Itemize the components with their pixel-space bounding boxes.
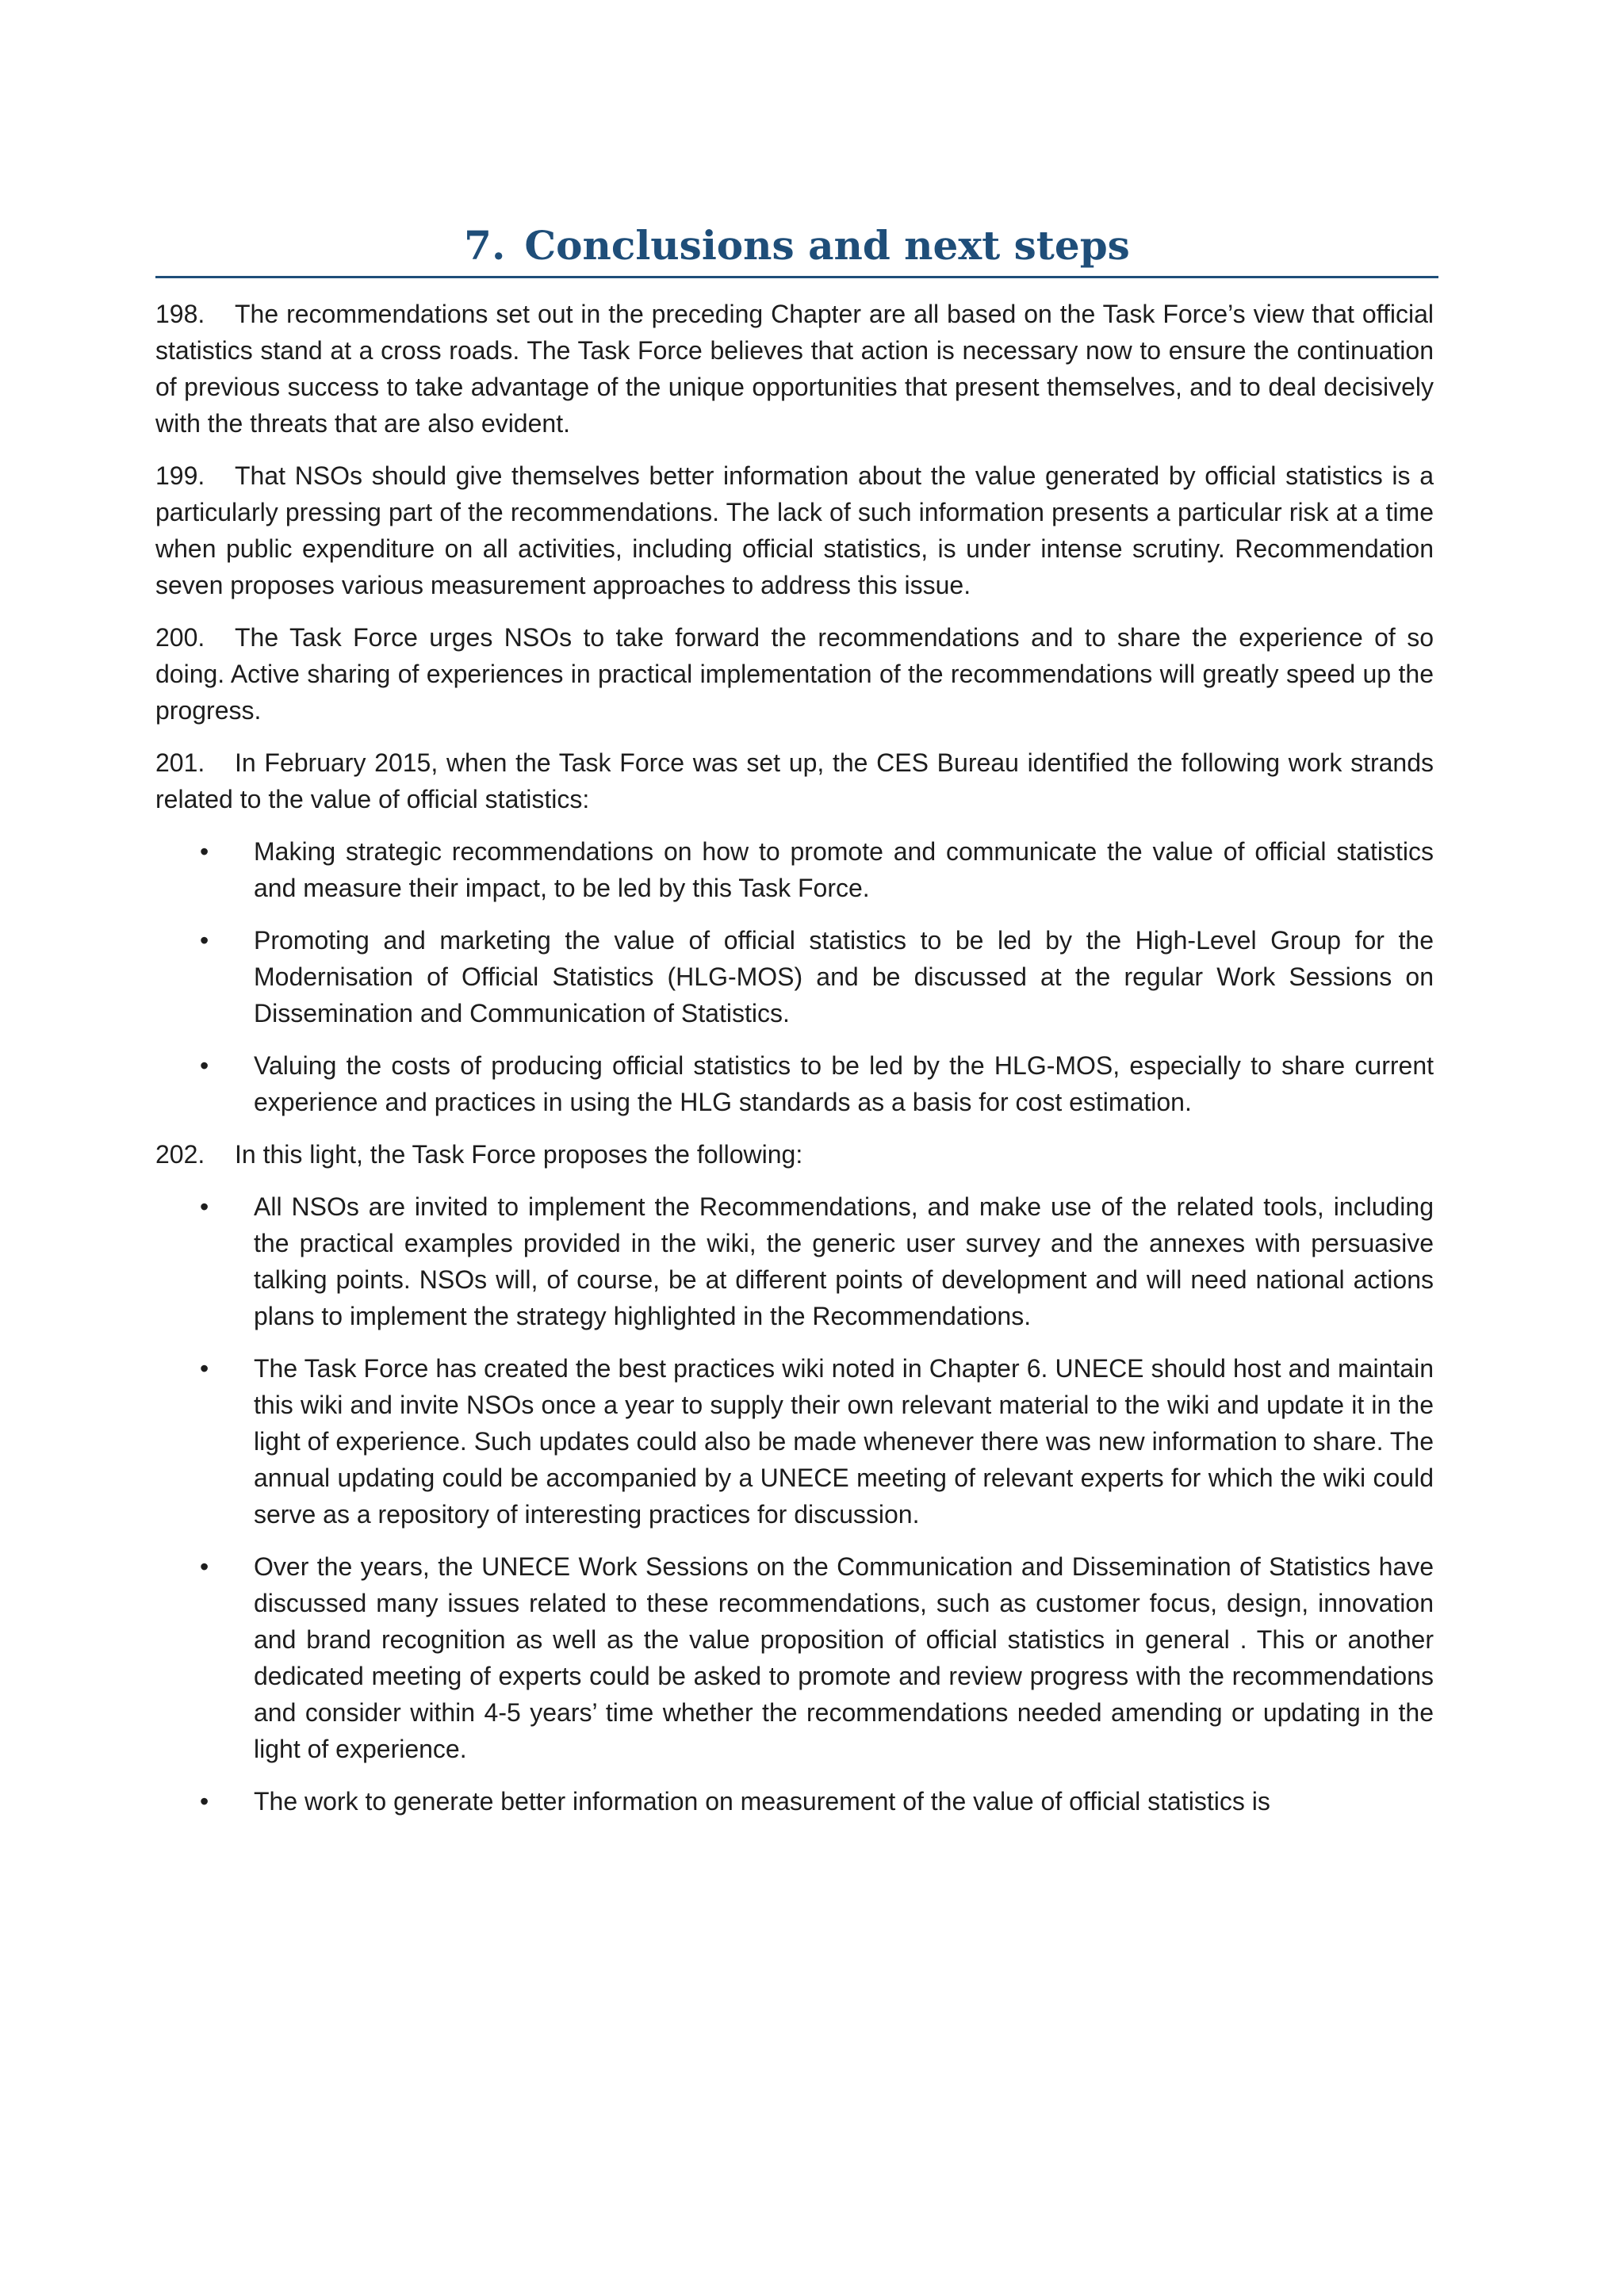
paragraph-201 — [155, 744, 1434, 817]
paragraph-text: The recommendations set out in the preceding Chapter are all based on the Task Force’s view that official statistics stand at a cross roads. The Task Force believes that action is necessary now to ensure the continuation of previous success to take advantage of the unique opportunities that present themselves, and to deal decisively with the threats that are also evident. — [155, 300, 1434, 438]
list-item-text: All NSOs are invited to implement the Recommendations, and make use of the related tools, including the practical examples provided in the wiki, the generic user survey and the annexes with persuasive talking points. NSOs will, of course, be at different points of development and will need national actions plans to implement the strategy highlighted in the Recommendations. — [254, 1192, 1434, 1330]
list-item — [155, 922, 1434, 1031]
section-content — [155, 296, 1438, 1820]
list-item-text: The work to generate better information on measurement of the value of official statistics is — [254, 1787, 1270, 1816]
paragraph-text: That NSOs should give themselves better information about the value generated by official statistics is a particularly pressing part of the recommendations. The lack of such information presents a particular risk at a time when public expenditure on all activities, including official statistics, is under intense scrutiny. Recommendation seven proposes various measurement approaches to address this issue. — [155, 461, 1434, 599]
bullet-icon: • — [200, 1787, 209, 1816]
list-item-text: Promoting and marketing the value of official statistics to be led by the High-Level Group for the Modernisation of Official Statistics (HLG-MOS) and be discussed at the regular Work Sessions on Dissemination and Communication of Statistics. — [254, 926, 1434, 1027]
paragraph-text: In February 2015, when the Task Force was set up, the CES Bureau identified the following work strands related to the value of official statistics: — [155, 748, 1434, 813]
work-strands-list — [155, 833, 1434, 1120]
paragraph-202 — [155, 1136, 1434, 1173]
document-page — [155, 222, 1438, 1835]
list-item — [155, 1188, 1434, 1334]
bullet-icon: • — [200, 1354, 209, 1383]
bullet-icon: • — [200, 1051, 209, 1080]
section-title: Conclusions and next steps — [524, 222, 1130, 269]
list-item — [155, 1350, 1434, 1533]
list-item — [155, 833, 1434, 906]
paragraph-number: 202. — [155, 1140, 205, 1169]
paragraph-number: 201. — [155, 748, 205, 777]
paragraph-200 — [155, 619, 1434, 729]
list-item-text: Valuing the costs of producing official statistics to be led by the HLG-MOS, especially to share current experience and practices in using the HLG standards as a basis for cost estimation. — [254, 1051, 1434, 1116]
paragraph-number: 199. — [155, 461, 205, 490]
list-item — [155, 1047, 1434, 1120]
paragraph-text: In this light, the Task Force proposes the following: — [235, 1140, 803, 1169]
bullet-icon: • — [200, 926, 209, 955]
paragraph-198 — [155, 296, 1434, 442]
proposals-list — [155, 1188, 1434, 1820]
section-heading — [155, 222, 1438, 278]
paragraph-number: 200. — [155, 623, 205, 652]
list-item — [155, 1783, 1434, 1820]
section-number: 7. — [464, 222, 506, 269]
list-item-text: Making strategic recommendations on how to promote and communicate the value of official statistics and measure their impact, to be led by this Task Force. — [254, 837, 1434, 902]
paragraph-text: The Task Force urges NSOs to take forward the recommendations and to share the experience of so doing. Active sharing of experiences in practical implementation of the recommendations will greatly speed up the progress. — [155, 623, 1434, 725]
list-item — [155, 1548, 1434, 1767]
list-item-text: Over the years, the UNECE Work Sessions on the Communication and Dissemination of Statistics have discussed many issues related to these recommendations, such as customer focus, design, innovation and brand recognition as well as the value proposition of official statistics in general . This or another dedicated meeting of experts could be asked to promote and review progress with the recommendations and consider within 4-5 years’ time whether the recommendations needed amending or updating in the light of experience. — [254, 1552, 1434, 1763]
paragraph-number: 198. — [155, 300, 205, 328]
bullet-icon: • — [200, 1192, 209, 1221]
list-item-text: The Task Force has created the best practices wiki noted in Chapter 6. UNECE should host and maintain this wiki and invite NSOs once a year to supply their own relevant material to the wiki and update it in the light of experience. Such updates could also be made whenever there was new information to share. The annual updating could be accompanied by a UNECE meeting of relevant experts for which the wiki could serve as a repository of interesting practices for discussion. — [254, 1354, 1434, 1529]
bullet-icon: • — [200, 1552, 209, 1581]
paragraph-199 — [155, 457, 1434, 603]
bullet-icon: • — [200, 837, 209, 866]
